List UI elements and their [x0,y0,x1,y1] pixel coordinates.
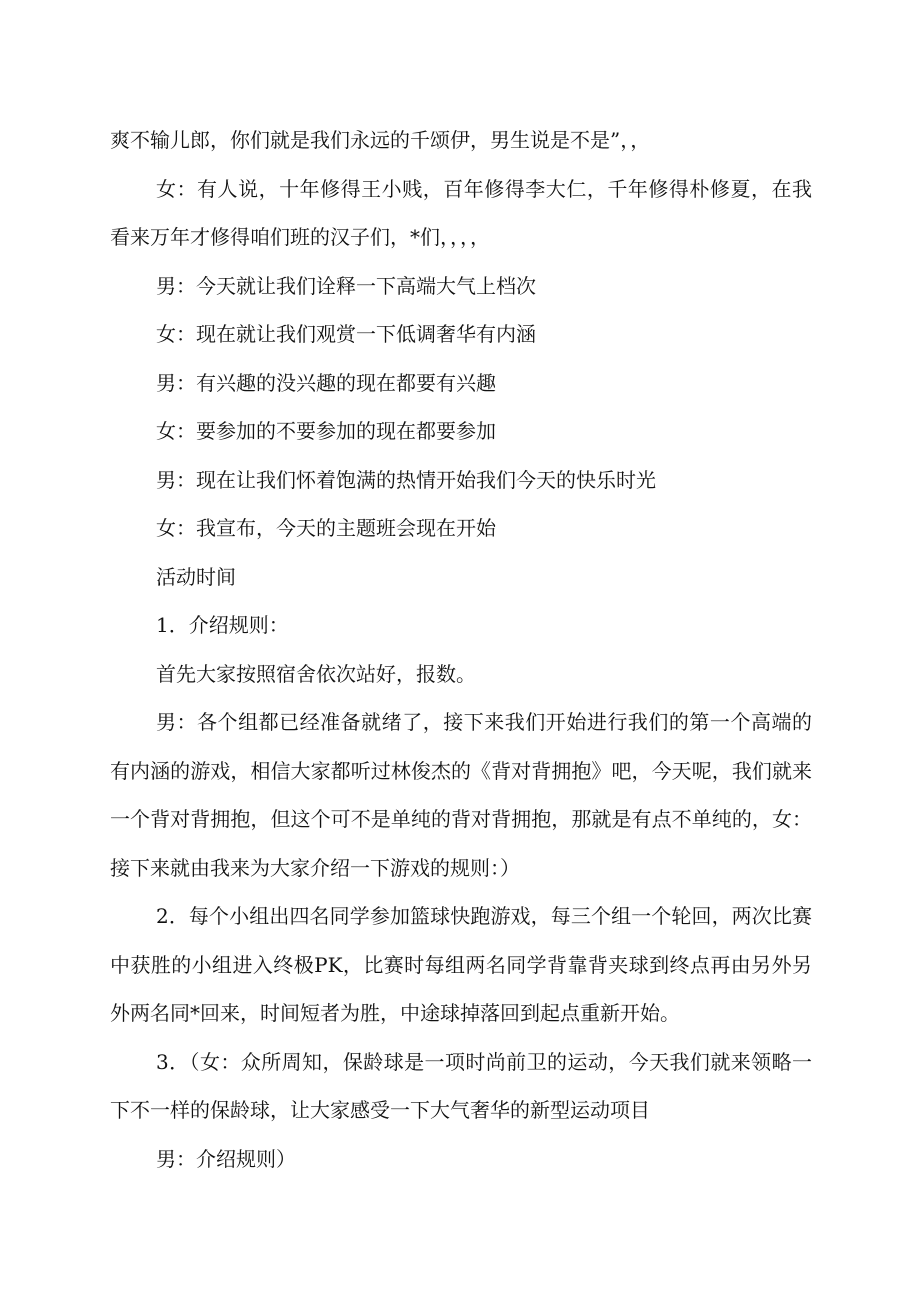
paragraph-male-line-1: 男：今天就让我们诠释一下高端大气上档次 [156,273,536,298]
paragraph-male-rules: 男：介绍规则） [156,1146,296,1171]
paragraph-female-intro: 女：有人说，十年修得王小贱，百年修得李大仁，千年修得朴修夏，在我看来万年才修得咱们班的汉子们，*们，，，， [110,176,812,249]
paragraph-continued: 爽不输儿郎，你们就是我们永远的千颂伊，男生说是不是”，， [110,128,651,152]
document-body [110,116,812,1183]
section-heading-activity-time: 活动时间 [156,564,236,589]
list-item-3: 3．（女：众所周知，保龄球是一项时尚前卫的运动，今天我们就来领略一下不一样的保龄球，让大家感受一下大气奢华的新型运动项目 [110,1049,812,1122]
paragraph-female-announce: 女：我宣布，今天的主题班会现在开始 [156,516,496,540]
paragraph-male-line-2: 男：有兴趣的没兴趣的现在都要有兴趣 [156,370,496,395]
paragraph-female-line-2: 女：要参加的不要参加的现在都要参加 [156,419,496,443]
paragraph-game-intro: 男：各个组都已经准备就绪了，接下来我们开始进行我们的第一个高端的有内涵的游戏，相信大家都听过林俊杰的《背对背拥抱》吧，今天呢，我们就来一个背对背拥抱，但这个可不是单纯的背对背拥抱，那就是有点不单纯的，女：接下来就由我来为大家介绍一下游戏的规则：） [110,710,812,880]
paragraph-female-line-1: 女：现在就让我们观赏一下低调奢华有内涵 [156,322,536,346]
paragraph-male-line-3: 男：现在让我们怀着饱满的热情开始我们今天的快乐时光 [156,467,656,492]
paragraph-line-up: 首先大家按照宿舍依次站好，报数。 [156,661,476,686]
list-item-1: 1．介绍规则： [156,613,289,637]
list-item-2: 2．每个小组出四名同学参加篮球快跑游戏，每三个组一个轮回，两次比赛中获胜的小组进入终极PK，比赛时每组两名同学背靠背夹球到终点再由另外另外两名同*回来，时间短者为胜，中途球掉落回到起点重新开始。 [110,904,812,1025]
